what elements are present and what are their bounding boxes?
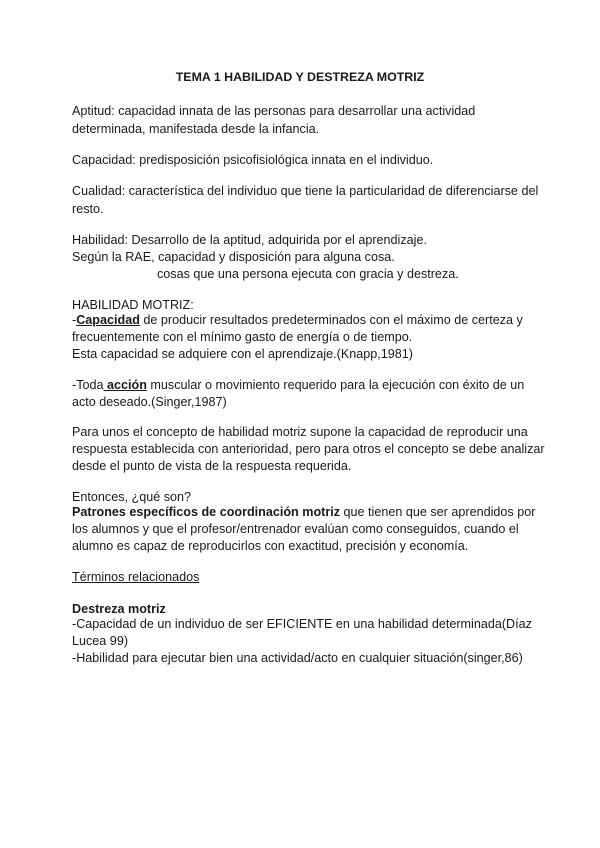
aptitud-line-1: Aptitud: capacidad innata de las personas para desarrollar una actividad xyxy=(72,104,476,118)
habilidad-line-1: Habilidad: Desarrollo de la aptitud, adquirida por el aprendizaje. xyxy=(72,233,427,247)
habilidad-motriz-def2-line-1 xyxy=(72,376,524,394)
cualidad-line-1: Cualidad: característica del individuo que tiene la particularidad de diferenciarse del xyxy=(72,184,539,198)
habilidad-motriz-def2-line-2: acto deseado.(Singer,1987) xyxy=(72,395,227,409)
habilidad-motriz-def1-line-2: frecuentemente con el mínimo gasto de energía o de tiempo. xyxy=(72,330,413,344)
habilidad-line-3: cosas que una persona ejecuta con gracia y destreza. xyxy=(157,267,459,281)
entonces-line-3: alumno es capaz de reproducirlos con exactitud, precisión y economía. xyxy=(72,539,469,553)
destreza-line-1: -Capacidad de un individuo de ser EFICIENTE en una habilidad determinada(Díaz xyxy=(72,617,532,631)
destreza-line-2: Lucea 99) xyxy=(72,634,129,648)
terminos-heading: Términos relacionados xyxy=(72,570,200,584)
def2-rest: muscular o movimiento requerido para la ejecución con éxito de un xyxy=(146,378,525,392)
def1-keyword: Capacidad xyxy=(76,313,140,327)
entonces-bold-part: Patrones específicos de coordinación motriz xyxy=(72,505,341,519)
concepto-line-1: Para unos el concepto de habilidad motriz supone la capacidad de reproducir una xyxy=(72,425,528,439)
concepto-line-3: desde el punto de vista de la respuesta requerida. xyxy=(72,459,352,473)
destreza-heading: Destreza motriz xyxy=(72,602,166,616)
habilidad-line-2: Según la RAE, capacidad y disposición para alguna cosa. xyxy=(72,250,395,264)
aptitud-line-2: determinada, manifestada desde la infancia. xyxy=(72,122,320,136)
entonces-line-1 xyxy=(72,503,535,521)
entonces-question: Entonces, ¿qué son? xyxy=(72,490,192,504)
capacidad-line-1: Capacidad: predisposición psicofisiológica innata en el individuo. xyxy=(72,153,434,167)
def1-rest: de producir resultados predeterminados con el máximo de certeza y xyxy=(139,313,523,327)
def2-prefix: -Toda xyxy=(72,378,104,392)
habilidad-motriz-def1-line-3: Esta capacidad se adquiere con el aprendizaje.(Knapp,1981) xyxy=(72,347,413,361)
concepto-line-2: respuesta establecida con anterioridad, pero para otros el concepto se debe analizar xyxy=(72,442,545,456)
cualidad-line-2: resto. xyxy=(72,202,104,216)
habilidad-motriz-def1-line-1 xyxy=(72,311,523,329)
document-title: TEMA 1 HABILIDAD Y DESTREZA MOTRIZ xyxy=(175,70,425,84)
entonces-line-2: los alumnos y que el profesor/entrenador evalúan como conseguidos, cuando el xyxy=(72,522,519,536)
entonces-rest: que tienen que ser aprendidos por xyxy=(340,505,536,519)
def2-keyword: acción xyxy=(103,378,147,392)
habilidad-motriz-heading: HABILIDAD MOTRIZ: xyxy=(72,298,194,312)
destreza-line-3: -Habilidad para ejecutar bien una actividad/acto en cualquier situación(singer,86) xyxy=(72,651,523,665)
def1-prefix: - xyxy=(72,313,77,327)
